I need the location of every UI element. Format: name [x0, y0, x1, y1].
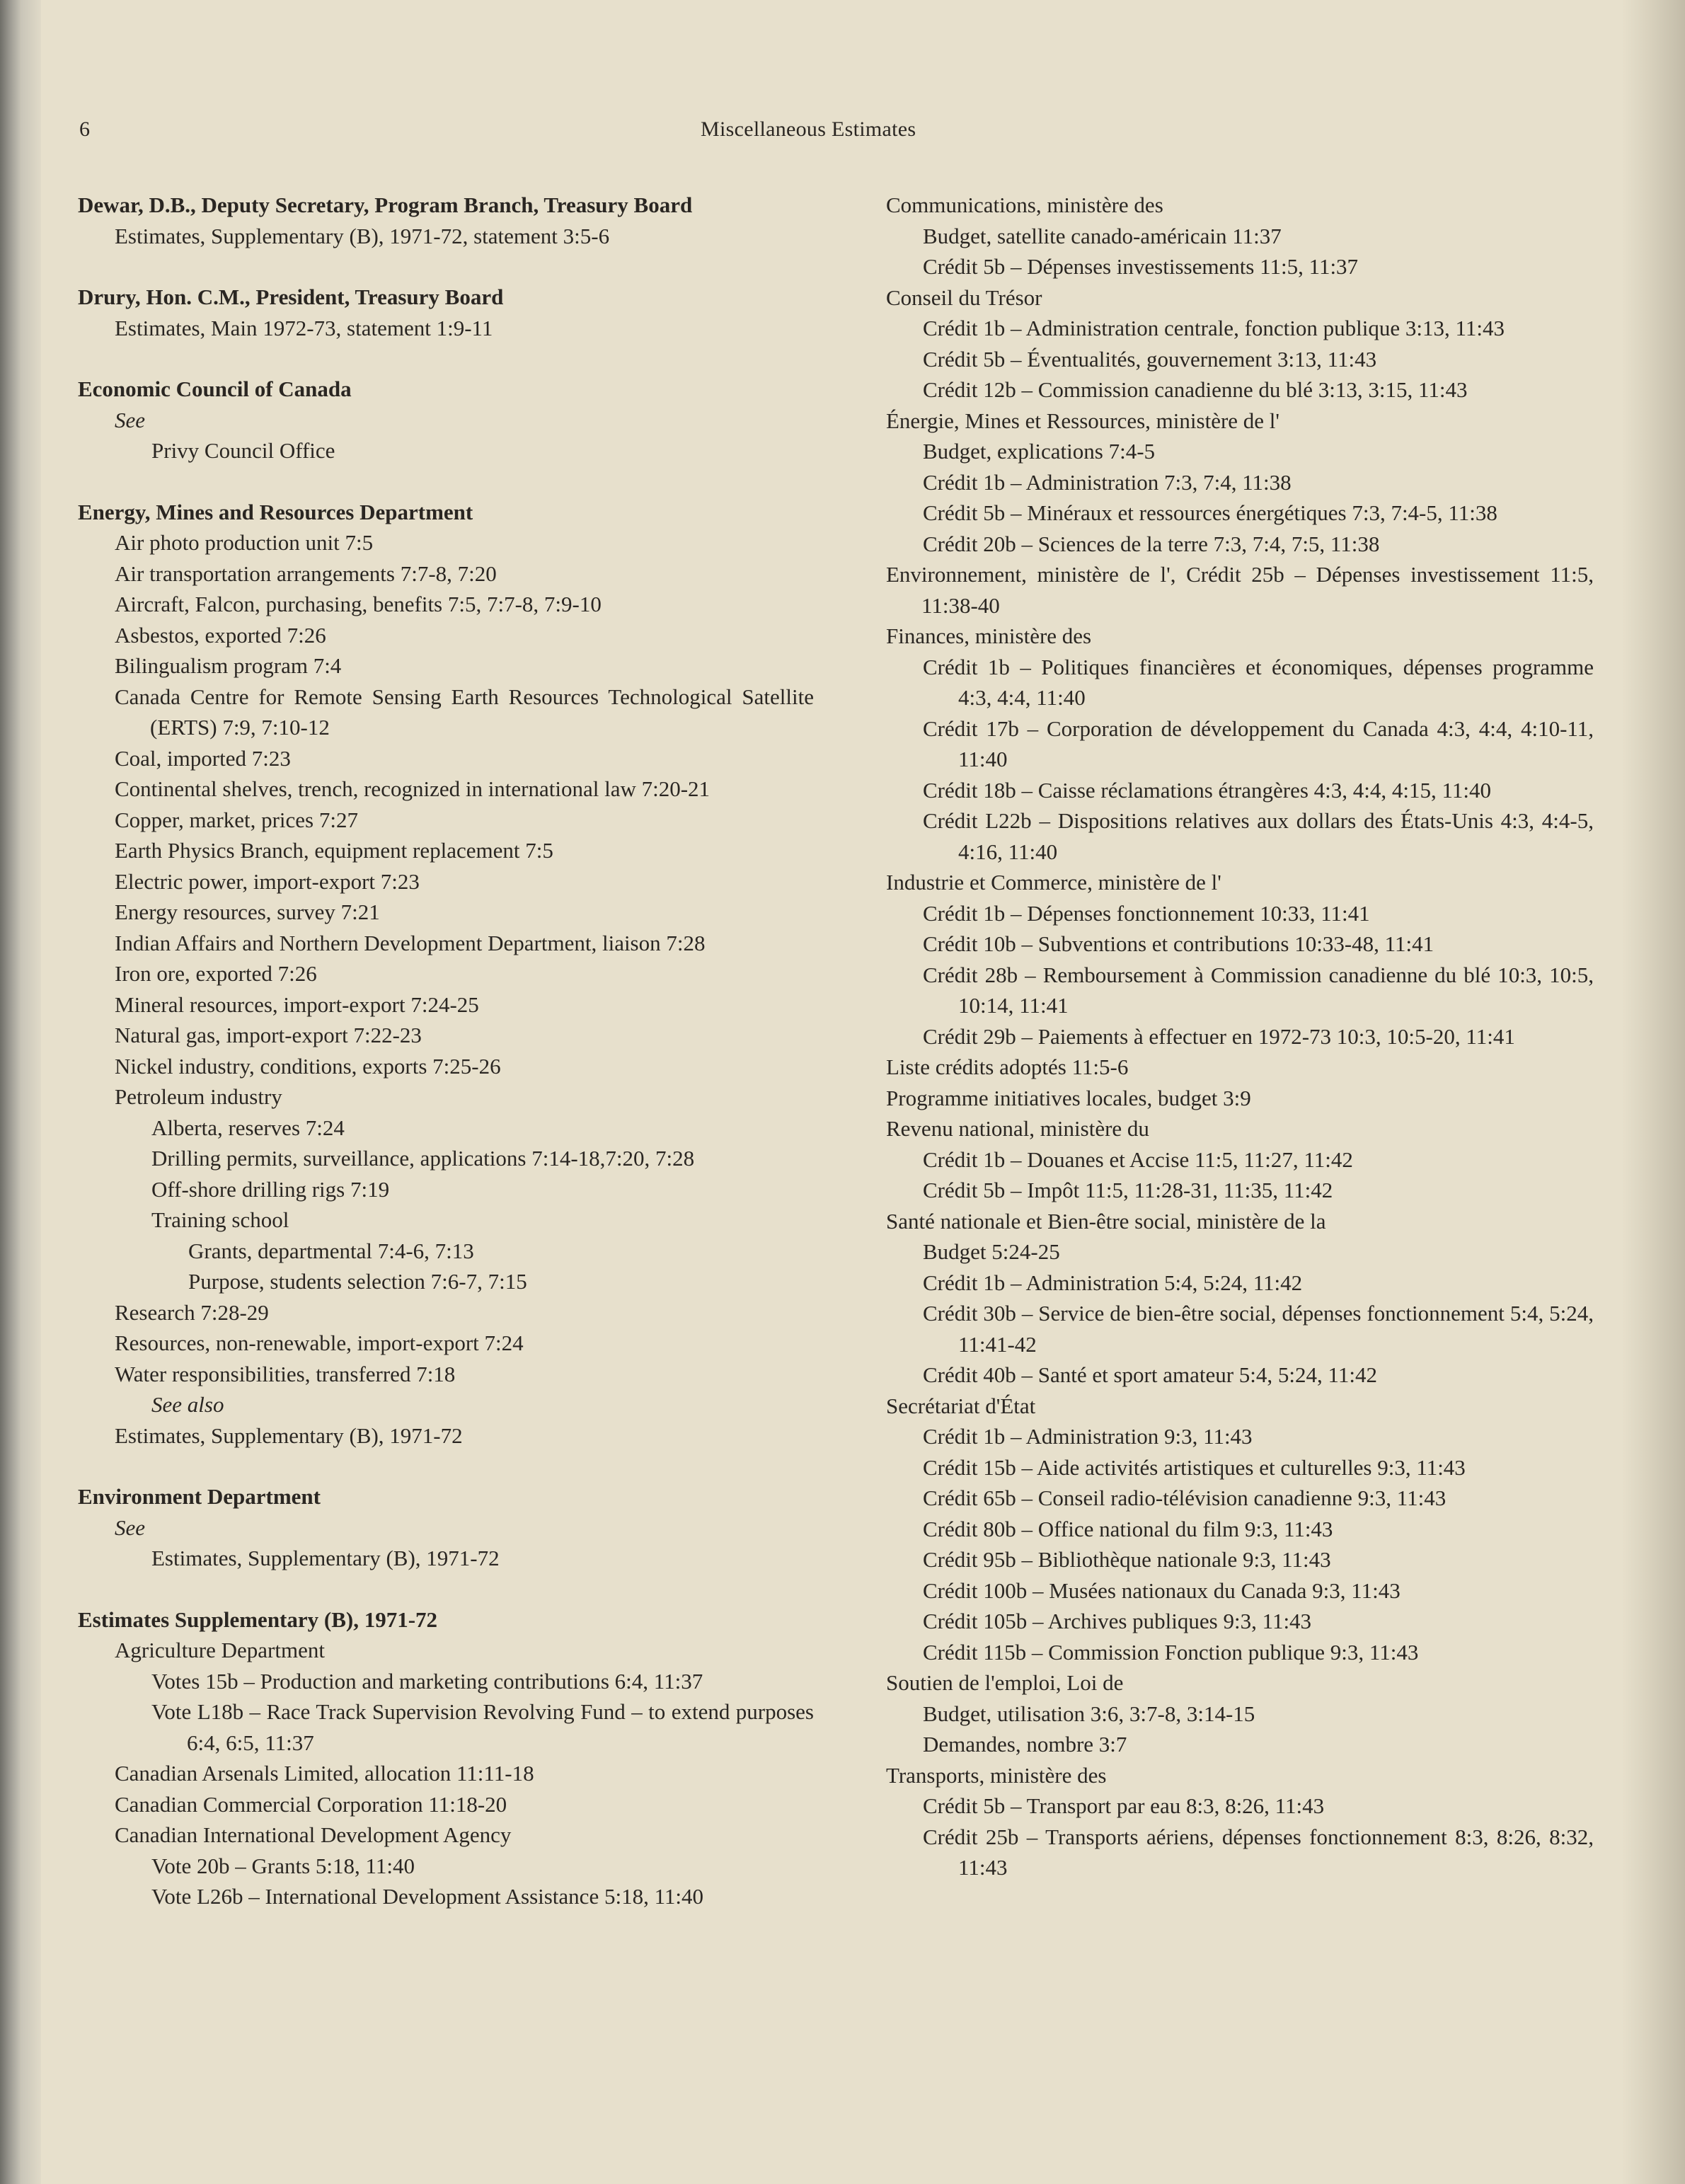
index-entry: Estimates, Supplementary (B), 1971-72: [151, 1546, 500, 1570]
index-entry: Budget, explications 7:4-5: [923, 439, 1156, 464]
index-entry: Electric power, import-export 7:23: [115, 868, 420, 894]
index-entry: Copper, market, prices 7:27: [115, 807, 358, 832]
index-entry: Budget, utilisation 3:6, 3:7-8, 3:14-15: [923, 1701, 1255, 1726]
index-entry: Canada Centre for Remote Sensing Earth Resources Technological Satellite (ERTS) 7:9, 7:10-12: [115, 684, 814, 740]
index-entry: Asbestos, exported 7:26: [115, 622, 326, 648]
index-entry: See: [115, 1515, 146, 1540]
index-entry: Mineral resources, import-export 7:24-25: [115, 992, 479, 1017]
index-entry: Crédit 5b – Impôt 11:5, 11:28-31, 11:35, 11:42: [923, 1178, 1333, 1202]
index-entry: Crédit 1b – Douanes et Accise 11:5, 11:27, 11:42: [923, 1146, 1353, 1172]
running-header: Miscellaneous Estimates: [701, 117, 916, 141]
index-entry: Crédit 115b – Commission Fonction publique 9:3, 11:43: [923, 1639, 1419, 1665]
index-entry: Alberta, reserves 7:24: [151, 1115, 345, 1140]
index-entry: Environnement, ministère de l', Crédit 25b – Dépenses investissement 11:5, 11:38-40: [886, 562, 1594, 618]
index-entry: Énergie, Mines et Ressources, ministère de l': [886, 408, 1279, 433]
index-entry: Off-shore drilling rigs 7:19: [151, 1176, 390, 1202]
index-entry: Crédit 100b – Musées nationaux du Canada 9:3, 11:43: [923, 1577, 1401, 1603]
page-binding-edge: [0, 0, 41, 2184]
index-entry: Earth Physics Branch, equipment replacement 7:5: [115, 838, 553, 863]
index-entry: Crédit 105b – Archives publiques 9:3, 11:43: [923, 1609, 1312, 1633]
index-heading: Economic Council of Canada: [78, 377, 352, 401]
index-heading: Environment Department: [78, 1484, 321, 1509]
index-entry: Air transportation arrangements 7:7-8, 7:20: [115, 561, 497, 586]
index-entry: See: [115, 407, 146, 432]
index-entry: Budget 5:24-25: [923, 1239, 1060, 1264]
page-right-shadow: [1621, 0, 1685, 2184]
index-entry: Soutien de l'emploi, Loi de: [886, 1670, 1124, 1695]
index-entry: Privy Council Office: [151, 438, 335, 463]
index-entry: Communications, ministère des: [886, 192, 1163, 217]
index-heading: Energy, Mines and Resources Department: [78, 499, 473, 524]
index-entry: Training school: [151, 1207, 289, 1232]
index-heading: Estimates Supplementary (B), 1971-72: [78, 1607, 438, 1632]
index-entry: Water responsibilities, transferred 7:18: [115, 1361, 456, 1386]
index-entry: Canadian International Development Agency: [115, 1822, 512, 1847]
index-entry: Vote L26b – International Development Assistance 5:18, 11:40: [151, 1884, 704, 1909]
index-entry: Crédit 12b – Commission canadienne du blé 3:13, 3:15, 11:43: [923, 377, 1468, 402]
index-entry: Crédit 1b – Politiques financières et économiques, dépenses programme 4:3, 4:4, 11:40: [923, 654, 1594, 710]
page-number: 6: [79, 117, 90, 141]
index-entry: Bilingualism program 7:4: [115, 653, 342, 678]
index-entry: Indian Affairs and Northern Development Department, liaison 7:28: [115, 930, 706, 955]
index-entry: Crédit 17b – Corporation de développement du Canada 4:3, 4:4, 4:10-11, 11:40: [923, 715, 1594, 771]
index-entry: Demandes, nombre 3:7: [923, 1732, 1127, 1757]
index-entry: Research 7:28-29: [115, 1299, 269, 1325]
index-entry: Santé nationale et Bien-être social, ministère de la: [886, 1208, 1326, 1234]
index-entry: Crédit 15b – Aide activités artistiques et culturelles 9:3, 11:43: [923, 1454, 1466, 1480]
index-entry: Resources, non-renewable, import-export 7:24: [115, 1330, 524, 1355]
index-entry: Continental shelves, trench, recognized in international law 7:20-21: [115, 776, 711, 801]
index-entry: Transports, ministère des: [886, 1762, 1107, 1788]
index-entry: Crédit 5b – Transport par eau 8:3, 8:26, 11:43: [923, 1793, 1325, 1818]
index-entry: Conseil du Trésor: [886, 285, 1042, 310]
index-entry: Estimates, Main 1972-73, statement 1:9-11: [115, 315, 493, 340]
index-entry: Crédit 80b – Office national du film 9:3, 11:43: [923, 1516, 1333, 1541]
index-entry: Votes 15b – Production and marketing contributions 6:4, 11:37: [151, 1668, 703, 1694]
index-entry: Crédit L22b – Dispositions relatives aux dollars des États-Unis 4:3, 4:4-5, 4:16, 11:40: [923, 808, 1594, 864]
index-entry: Estimates, Supplementary (B), 1971-72, statement 3:5-6: [115, 223, 610, 248]
index-entry: Nickel industry, conditions, exports 7:25-26: [115, 1053, 501, 1079]
index-entry: Crédit 65b – Conseil radio-télévision canadienne 9:3, 11:43: [923, 1485, 1447, 1510]
index-entry: Vote 20b – Grants 5:18, 11:40: [151, 1853, 415, 1878]
index-entry: Crédit 29b – Paiements à effectuer en 1972-73 10:3, 10:5-20, 11:41: [923, 1023, 1515, 1049]
index-entry: Crédit 5b – Dépenses investissements 11:5, 11:37: [923, 254, 1359, 279]
index-entry: Crédit 1b – Administration 9:3, 11:43: [923, 1424, 1253, 1449]
index-entry: Natural gas, import-export 7:22-23: [115, 1023, 422, 1047]
index-entry: Crédit 5b – Éventualités, gouvernement 3:13, 11:43: [923, 346, 1377, 372]
index-entry: Drilling permits, surveillance, applications 7:14-18,7:20, 7:28: [151, 1146, 695, 1171]
index-column-right: [886, 190, 1594, 1883]
index-entry: Revenu national, ministère du: [886, 1116, 1149, 1141]
index-entry: Secrétariat d'État: [886, 1393, 1036, 1418]
index-entry: Vote L18b – Race Track Supervision Revolving Fund – to extend purposes 6:4, 6:5, 11:37: [151, 1699, 814, 1755]
index-entry: Liste crédits adoptés 11:5-6: [886, 1054, 1129, 1079]
index-entry: Budget, satellite canado-américain 11:37: [923, 223, 1282, 248]
index-entry: Crédit 28b – Remboursement à Commission canadienne du blé 10:3, 10:5, 10:14, 11:41: [923, 962, 1594, 1018]
index-entry: Crédit 1b – Administration 5:4, 5:24, 11:42: [923, 1270, 1303, 1295]
index-entry: See also: [151, 1392, 224, 1417]
index-entry: Finances, ministère des: [886, 623, 1092, 648]
index-entry: Canadian Commercial Corporation 11:18-20: [115, 1791, 507, 1817]
index-column-left: [78, 190, 814, 1912]
index-entry: Coal, imported 7:23: [115, 745, 291, 771]
index-entry: Air photo production unit 7:5: [115, 530, 374, 555]
index-entry: Crédit 20b – Sciences de la terre 7:3, 7:4, 7:5, 11:38: [923, 531, 1380, 556]
index-entry: Canadian Arsenals Limited, allocation 11:11-18: [115, 1761, 534, 1786]
index-entry: Petroleum industry: [115, 1084, 282, 1109]
index-entry: Aircraft, Falcon, purchasing, benefits 7:5, 7:7-8, 7:9-10: [115, 592, 602, 616]
index-entry: Crédit 40b – Santé et sport amateur 5:4, 5:24, 11:42: [923, 1362, 1377, 1387]
index-entry: Grants, departmental 7:4-6, 7:13: [188, 1238, 474, 1263]
index-entry: Crédit 30b – Service de bien-être social, dépenses fonctionnement 5:4, 5:24, 11:41-42: [923, 1301, 1594, 1357]
index-entry: Industrie et Commerce, ministère de l': [886, 870, 1221, 895]
index-entry: Crédit 10b – Subventions et contributions 10:33-48, 11:41: [923, 931, 1434, 956]
index-entry: Iron ore, exported 7:26: [115, 961, 317, 986]
index-entry: Crédit 25b – Transports aériens, dépenses fonctionnement 8:3, 8:26, 8:32, 11:43: [923, 1824, 1594, 1880]
index-entry: Crédit 5b – Minéraux et ressources énergétiques 7:3, 7:4-5, 11:38: [923, 500, 1497, 525]
index-entry: Agriculture Department: [115, 1638, 325, 1662]
index-entry: Programme initiatives locales, budget 3:9: [886, 1085, 1251, 1110]
index-entry: Purpose, students selection 7:6-7, 7:15: [188, 1269, 527, 1294]
index-entry: Estimates, Supplementary (B), 1971-72: [115, 1423, 463, 1448]
index-entry: Crédit 18b – Caisse réclamations étrangères 4:3, 4:4, 4:15, 11:40: [923, 777, 1491, 803]
index-entry: Crédit 1b – Administration 7:3, 7:4, 11:38: [923, 469, 1292, 495]
index-heading: Dewar, D.B., Deputy Secretary, Program Branch, Treasury Board: [78, 192, 693, 217]
index-entry: Crédit 95b – Bibliothèque nationale 9:3, 11:43: [923, 1547, 1331, 1572]
index-entry: Crédit 1b – Dépenses fonctionnement 10:33, 11:41: [923, 900, 1370, 926]
index-heading: Drury, Hon. C.M., President, Treasury Board: [78, 285, 504, 309]
index-entry: Energy resources, survey 7:21: [115, 900, 380, 924]
index-entry: Crédit 1b – Administration centrale, fonction publique 3:13, 11:43: [923, 316, 1505, 340]
